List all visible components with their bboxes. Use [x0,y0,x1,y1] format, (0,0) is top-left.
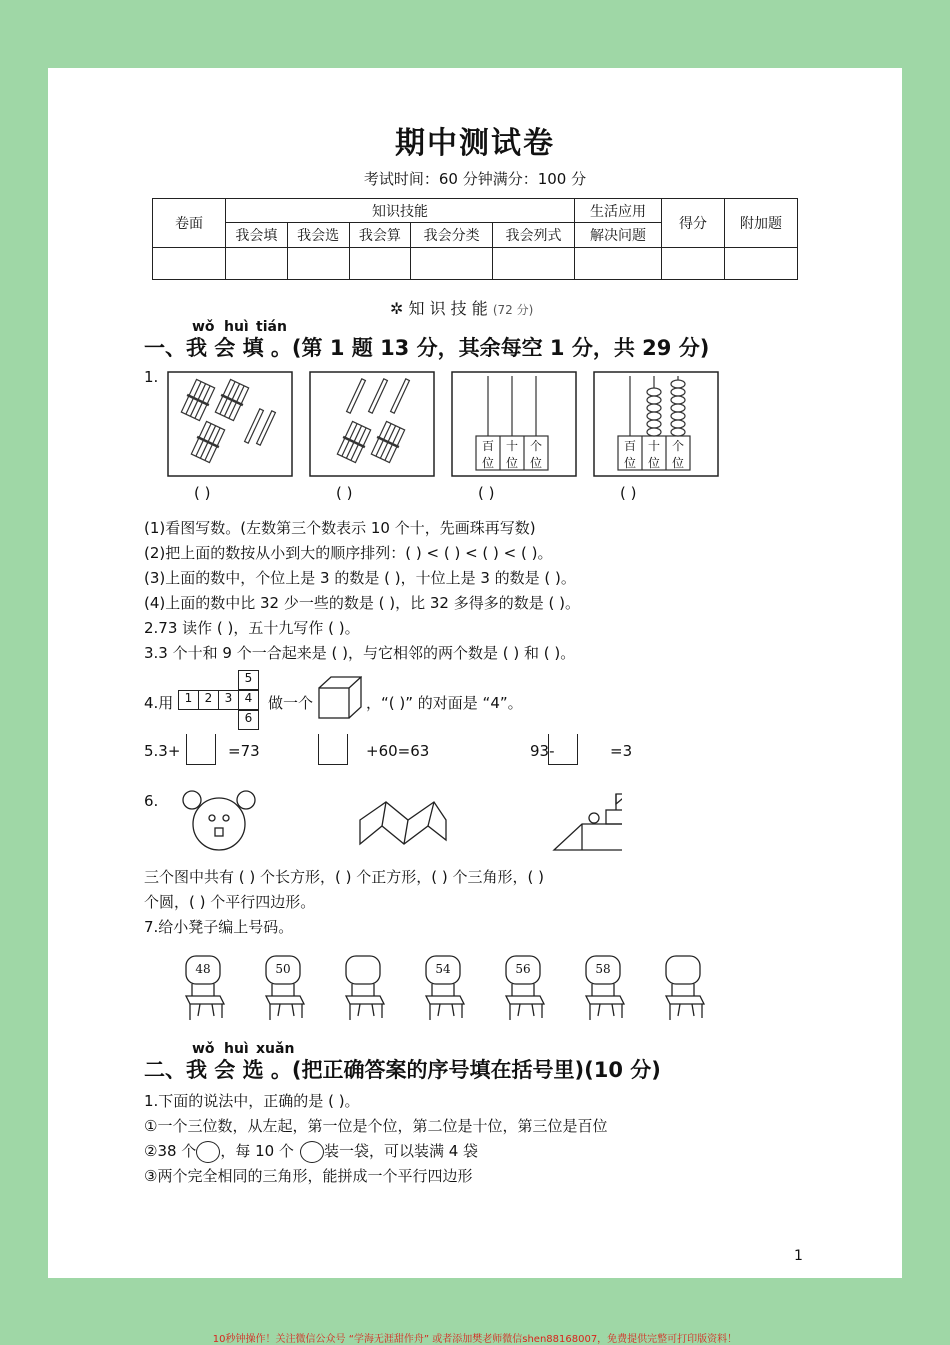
exam-paper [48,68,902,1278]
score-col: 我会算 [349,223,411,247]
abacus-label: 位 [624,456,637,470]
q5-a-suffix: =73 [228,742,260,760]
score-head-shenghuo: 生活应用 [575,199,662,223]
score-head-zhishi: 知识技能 [226,199,575,223]
question-line: 2.73 读作 ( )，五十九写作 ( )。 [144,619,360,637]
question-line: 3.3 个十和 9 个一合起来是 ( )，与它相邻的两个数是 ( ) 和 ( )。 [144,644,576,662]
cube-icon [318,676,362,720]
answer-box[interactable] [548,734,578,765]
q5-b-suffix: +60=63 [366,742,430,760]
abacus-label: 位 [672,456,685,470]
chair [342,954,386,1022]
chair [502,954,546,1022]
answer-box[interactable] [318,734,348,765]
chair [582,954,626,1022]
question-line: 1.下面的说法中，正确的是 ( )。 [144,1092,360,1110]
score-cell[interactable] [493,247,575,279]
option-line: ①一个三位数，从左起，第一位是个位，第二位是十位，第三位是百位 [144,1117,608,1135]
score-head-defen: 得分 [662,199,725,248]
page-title: 期中测试卷 [395,126,555,161]
question-line: 三个图中共有 ( ) 个长方形，( ) 个正方形，( ) 个三角形，( ) [144,868,544,886]
question-line: 7.给小凳子编上号码。 [144,918,294,936]
q5-a-prefix: 5.3+ [144,742,181,760]
score-cell[interactable] [153,247,226,279]
q4-prefix: 4.用 [144,694,174,712]
chair-row [182,954,742,1024]
question-line: (4)上面的数中比 32 少一些的数是 ( )，比 32 多得多的数是 ( )。 [144,594,580,612]
score-cell[interactable] [287,247,349,279]
chair [262,954,306,1022]
answer-blank[interactable]: ( ) [620,484,637,502]
abacus-label: 十 [506,439,519,453]
abacus-label: 百 [482,439,495,453]
pinyin: wǒ [192,319,215,335]
abacus-label: 位 [648,456,661,470]
cube-net: 1 2 3 4 5 6 [178,670,258,732]
answer-box[interactable] [186,734,216,765]
abacus-label: 个 [672,439,685,453]
section1-title: 一、我 会 填 。(第 1 题 13 分，其余每空 1 分，共 29 分) [144,336,710,360]
q1-figures [166,370,722,478]
q6-label: 6. [144,792,159,810]
score-col: 我会填 [226,223,288,247]
apple-icon [196,1141,220,1163]
pinyin: xuǎn [256,1041,295,1057]
q5-c-prefix: 93- [530,742,555,760]
q4-suffix: ，“( )” 的对面是 “4”。 [366,694,523,712]
pinyin: wǒ [192,1041,215,1057]
score-cell[interactable] [725,247,798,279]
chair-number[interactable]: 54 [435,962,451,976]
abacus-label: 位 [530,456,543,470]
score-cell[interactable] [662,247,725,279]
abacus-label: 位 [506,456,519,470]
q6-figures [182,788,622,854]
score-col: 解决问题 [575,223,662,247]
page-number: 1 [794,1248,803,1264]
score-cell[interactable] [575,247,662,279]
footer-notice: 10秒钟操作！关注微信公众号 “学海无涯甜作舟” 或者添加樊老师微信shen88168007，免费提供完整可打印版资料！ [212,1334,738,1345]
q4-mid: 做一个 [268,694,314,712]
exam-subtitle: 考试时间：60 分钟满分：100 分 [363,170,587,188]
flower-icon: ✲ [390,299,409,318]
pinyin: huì [224,1041,249,1057]
chair [422,954,466,1022]
score-cell[interactable] [226,247,288,279]
answer-blank[interactable]: ( ) [336,484,353,502]
chair-number[interactable]: 56 [515,962,531,976]
chair-number[interactable]: 50 [275,962,291,976]
score-cell[interactable] [411,247,493,279]
option-line: ②38 个 ，每 10 个 装一袋，可以装满 4 袋 [144,1140,478,1163]
option-line: ③两个完全相同的三角形，能拼成一个平行四边形 [144,1167,473,1185]
chair-number[interactable]: 48 [195,962,211,976]
chair [662,954,706,1022]
pinyin: huì [224,319,249,335]
answer-blank[interactable]: ( ) [194,484,211,502]
question-line: (2)把上面的数按从小到大的顺序排列：( ) < ( ) < ( ) < ( )。 [144,544,553,562]
score-col: 我会选 [287,223,349,247]
abacus-label: 十 [648,439,661,453]
q1-label: 1. [144,368,159,386]
score-table [152,198,798,280]
question-line: 个圆，( ) 个平行四边形。 [144,893,316,911]
abacus-label: 百 [624,439,637,453]
answer-blank[interactable]: ( ) [478,484,495,502]
section2-title: 二、我 会 选 。(把正确答案的序号填在括号里)(10 分) [144,1058,661,1082]
question-line: (1)看图写数。(左数第三个数表示 10 个十，先画珠再写数) [144,519,536,537]
abacus-label: 个 [530,439,543,453]
score-cell[interactable] [349,247,411,279]
score-col: 我会分类 [411,223,493,247]
chair [182,954,226,1022]
chair-number[interactable]: 58 [595,962,611,976]
apple-icon [300,1141,324,1163]
pinyin: tián [256,319,287,335]
question-line: (3)上面的数中，个位上是 3 的数是 ( )，十位上是 3 的数是 ( )。 [144,569,576,587]
score-head-fujia: 附加题 [725,199,798,248]
q5-c-suffix: =3 [610,742,633,760]
score-head-juanmian: 卷面 [153,199,226,248]
score-col: 我会列式 [493,223,575,247]
section-banner: ✲ 知 识 技 能 (72 分) [390,299,534,318]
abacus-label: 位 [482,456,495,470]
